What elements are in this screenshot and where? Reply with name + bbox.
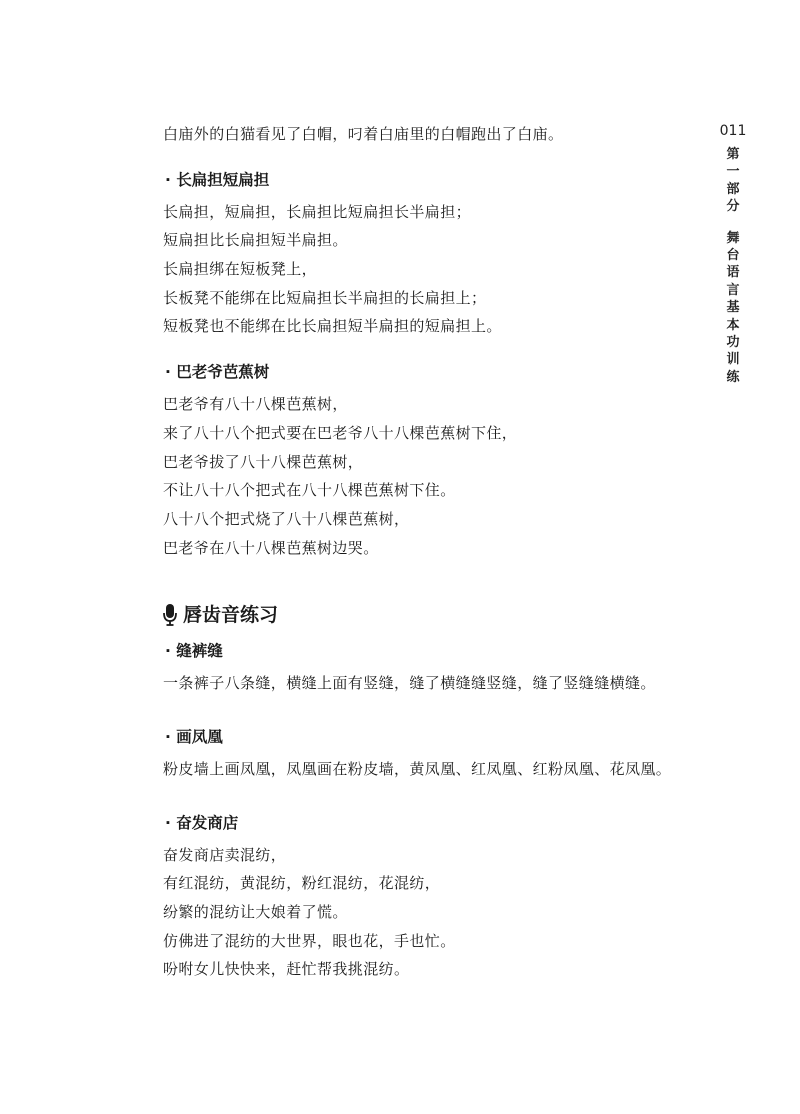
poem-heading: · 奋发商店 (165, 813, 239, 832)
microphone-icon (163, 604, 177, 626)
section-header (163, 598, 703, 632)
poem-line: 短板凳也不能绑在比长扁担短半扁担的短扁担上。 (163, 317, 502, 336)
poem-line: 有红混纺，黄混纺，粉红混纺，花混纺， (163, 874, 441, 893)
page-number: 011 (719, 123, 747, 139)
poem-line: 纷繁的混纺让大娘着了慌。 (163, 903, 348, 921)
poem-line: 短扁担比长扁担短半扁担。 (163, 231, 348, 250)
page-body (163, 120, 703, 984)
poem-line: 长扁担绑在短板凳上， (163, 260, 318, 279)
poem-line: 来了八十八个把式要在巴老爷八十八棵芭蕉树下住， (163, 423, 518, 442)
poem-line: 吩咐女儿快快来，赶忙帮我挑混纺。 (163, 960, 410, 979)
poem-heading: · 画凤凰 (165, 727, 223, 746)
section-title: 唇齿音练习 (183, 604, 279, 627)
side-margin (716, 120, 750, 386)
poem-line: 仿佛进了混纺的大世界，眼也花，手也忙。 (163, 931, 456, 950)
poem-heading: · 巴老爷芭蕉树 (165, 363, 270, 382)
poem-line: 粉皮墙上画凤凰，凤凰画在粉皮墙，黄凤凰、红凤凰、红粉凤凰、花凤凰。 (163, 759, 672, 778)
poem-line: 八十八个把式烧了八十八棵芭蕉树， (163, 509, 410, 528)
chapter-title: 舞台语言基本功训练 (726, 230, 740, 385)
poem-line: 奋发商店卖混纺， (163, 845, 287, 864)
intro-line: 白庙外的白猫看见了白帽，叼着白庙里的白帽跑出了白庙。 (163, 125, 564, 143)
part-label: 第一部分 (726, 147, 740, 215)
poem-line: 长扁担，短扁担，长扁担比短扁担长半扁担； (163, 202, 472, 221)
poem-heading: · 长扁担短扁担 (165, 170, 270, 189)
poem-line: 一条裤子八条缝，横缝上面有竖缝，缝了横缝缝竖缝，缝了竖缝缝横缝。 (163, 674, 656, 693)
poem-line: 长板凳不能绑在比短扁担长半扁担的长扁担上； (163, 288, 487, 307)
poem-heading: · 缝裤缝 (165, 642, 223, 661)
poem-line: 巴老爷在八十八棵芭蕉树边哭。 (163, 538, 379, 557)
poem-line: 不让八十八个把式在八十八棵芭蕉树下住。 (163, 481, 456, 500)
poem-line: 巴老爷拔了八十八棵芭蕉树， (163, 452, 364, 471)
poem-line: 巴老爷有八十八棵芭蕉树， (163, 395, 348, 414)
